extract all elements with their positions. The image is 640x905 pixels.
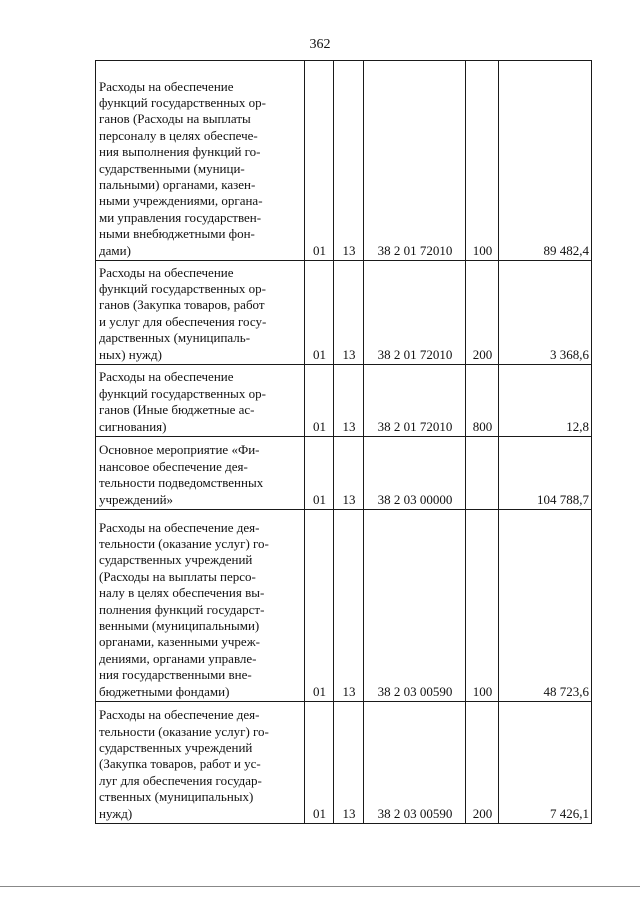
row-description: Расходы на обеспечение функций государственных ор- ганов (Иные бюджетные ас- сигнования) <box>96 365 305 437</box>
row-target-article-code: 38 2 03 00590 <box>364 702 466 824</box>
row-amount: 104 788,7 <box>499 437 592 510</box>
row-target-article-code: 38 2 01 72010 <box>364 261 466 365</box>
row-expense-type-code: 800 <box>466 365 499 437</box>
table-row <box>96 510 592 702</box>
row-section-code: 01 <box>305 437 334 510</box>
row-expense-type-code: 100 <box>466 61 499 261</box>
row-amount: 48 723,6 <box>499 510 592 702</box>
row-amount: 7 426,1 <box>499 702 592 824</box>
row-subsection-code: 13 <box>334 437 364 510</box>
row-section-code: 01 <box>305 61 334 261</box>
row-target-article-code: 38 2 01 72010 <box>364 365 466 437</box>
row-expense-type-code: 100 <box>466 510 499 702</box>
row-section-code: 01 <box>305 702 334 824</box>
row-description: Расходы на обеспечение функций государственных ор- ганов (Расходы на выплаты персоналу в целях обеспече- ния выполнения функций го- сударственными (муници- пальными) органами, казен- ными учреждениями, органа- ми управления государствен- ными внебюджетными фон- дами) <box>96 61 305 261</box>
row-subsection-code: 13 <box>334 702 364 824</box>
table-row <box>96 365 592 437</box>
row-amount: 12,8 <box>499 365 592 437</box>
row-description: Основное мероприятие «Фи- нансовое обеспечение дея- тельности подведомственных учреждений» <box>96 437 305 510</box>
row-section-code: 01 <box>305 510 334 702</box>
budget-table <box>95 60 592 824</box>
table-row <box>96 702 592 824</box>
row-amount: 89 482,4 <box>499 61 592 261</box>
table-row <box>96 61 592 261</box>
row-section-code: 01 <box>305 261 334 365</box>
row-subsection-code: 13 <box>334 261 364 365</box>
row-target-article-code: 38 2 01 72010 <box>364 61 466 261</box>
footer-divider <box>0 886 640 887</box>
row-description: Расходы на обеспечение дея- тельности (оказание услуг) го- сударственных учреждений (Закупка товаров, работ и ус- луг для обеспечения государ- ственных (муниципальных) нужд) <box>96 702 305 824</box>
row-expense-type-code: 200 <box>466 702 499 824</box>
row-section-code: 01 <box>305 365 334 437</box>
row-description: Расходы на обеспечение дея- тельности (оказание услуг) го- сударственных учреждений (Расходы на выплаты персо- налу в целях обеспечения вы- полнения функций государст- венными (муниципальными) органами, казенными учреж- дениями, органами управле- ния государственными вне- бюджетными фондами) <box>96 510 305 702</box>
budget-table-body <box>96 61 592 824</box>
row-subsection-code: 13 <box>334 365 364 437</box>
row-expense-type-code: 200 <box>466 261 499 365</box>
table-row <box>96 437 592 510</box>
page-number: 362 <box>309 37 331 52</box>
row-expense-type-code <box>466 437 499 510</box>
row-description: Расходы на обеспечение функций государственных ор- ганов (Закупка товаров, работ и услуг для обеспечения госу- дарственных (муниципаль- ных) нужд) <box>96 261 305 365</box>
row-target-article-code: 38 2 03 00000 <box>364 437 466 510</box>
row-subsection-code: 13 <box>334 510 364 702</box>
row-amount: 3 368,6 <box>499 261 592 365</box>
row-subsection-code: 13 <box>334 61 364 261</box>
table-row <box>96 261 592 365</box>
row-target-article-code: 38 2 03 00590 <box>364 510 466 702</box>
